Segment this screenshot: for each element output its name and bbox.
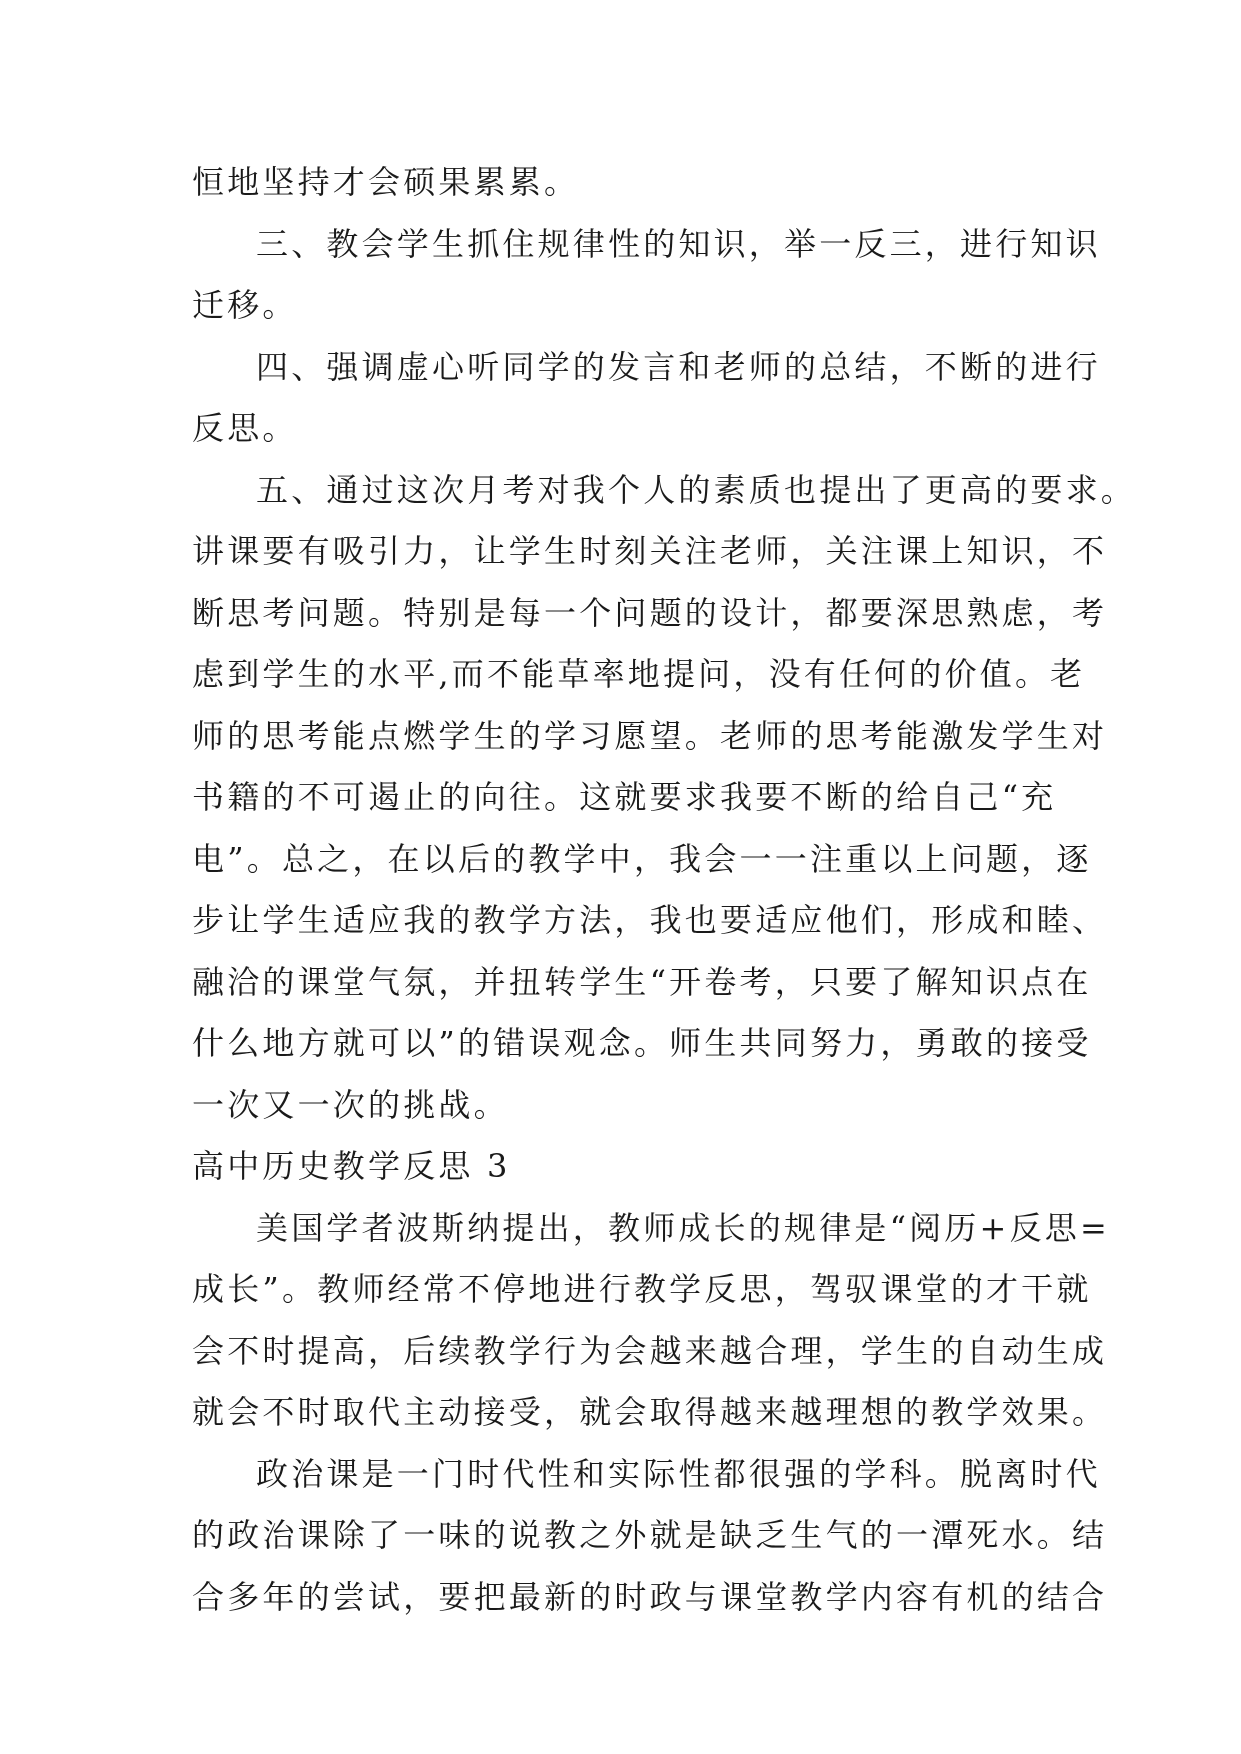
text-line: 政治课是一门时代性和实际性都很强的学科。脱离时代 — [256, 1454, 1101, 1493]
text-line: 什么地方就可以”的错误观念。师生共同努力，勇敢的接受 — [192, 1024, 1092, 1062]
text-line: 讲课要有吸引力，让学生时刻关注老师，关注课上知识，不 — [192, 532, 1108, 570]
text-line: 就会不时取代主动接受，就会取得越来越理想的教学效果。 — [192, 1393, 1108, 1431]
text-line: 步让学生适应我的教学方法，我也要适应他们，形成和睦、 — [192, 901, 1108, 939]
text-line: 恒地坚持才会硕果累累。 — [192, 163, 580, 201]
text-line: 融洽的课堂气氛，并扭转学生“开卷考，只要了解知识点在 — [192, 962, 1092, 1001]
text-line: 四、强调虚心听同学的发言和老师的总结，不断的进行 — [256, 347, 1101, 386]
text-line: 会不时提高，后续教学行为会越来越合理，学生的自动生成 — [192, 1331, 1108, 1370]
text-line: 美国学者波斯纳提出，教师成长的规律是“阅历+反思= — [256, 1208, 1110, 1247]
text-line: 书籍的不可遏止的向往。这就要求我要不断的给自己“充 — [192, 778, 1057, 816]
text-line: 的政治课除了一味的说教之外就是缺乏生气的一潭死水。结 — [192, 1516, 1108, 1554]
text-line: 电”。总之，在以后的教学中，我会一一注重以上问题，逐 — [192, 839, 1092, 878]
text-line: 三、教会学生抓住规律性的知识，举一反三，进行知识 — [256, 224, 1101, 263]
text-line: 断思考问题。特别是每一个问题的设计，都要深思熟虑，考 — [192, 593, 1108, 632]
text-line: 五、通过这次月考对我个人的素质也提出了更高的要求。 — [256, 470, 1137, 509]
document-page — [192, 152, 1137, 1628]
text-line: 合多年的尝试，要把最新的时政与课堂教学内容有机的结合 — [192, 1577, 1108, 1616]
text-line: 师的思考能点燃学生的学习愿望。老师的思考能激发学生对 — [192, 716, 1108, 755]
text-line: 迁移。 — [192, 286, 298, 324]
text-line: 反思。 — [192, 409, 298, 447]
section-heading: 高中历史教学反思 3 — [192, 1147, 511, 1185]
text-line: 虑到学生的水平,而不能草率地提问，没有任何的价值。老 — [192, 655, 1086, 693]
text-line: 成长”。教师经常不停地进行教学反思，驾驭课堂的才干就 — [192, 1270, 1092, 1308]
text-line: 一次又一次的挑战。 — [192, 1085, 509, 1124]
